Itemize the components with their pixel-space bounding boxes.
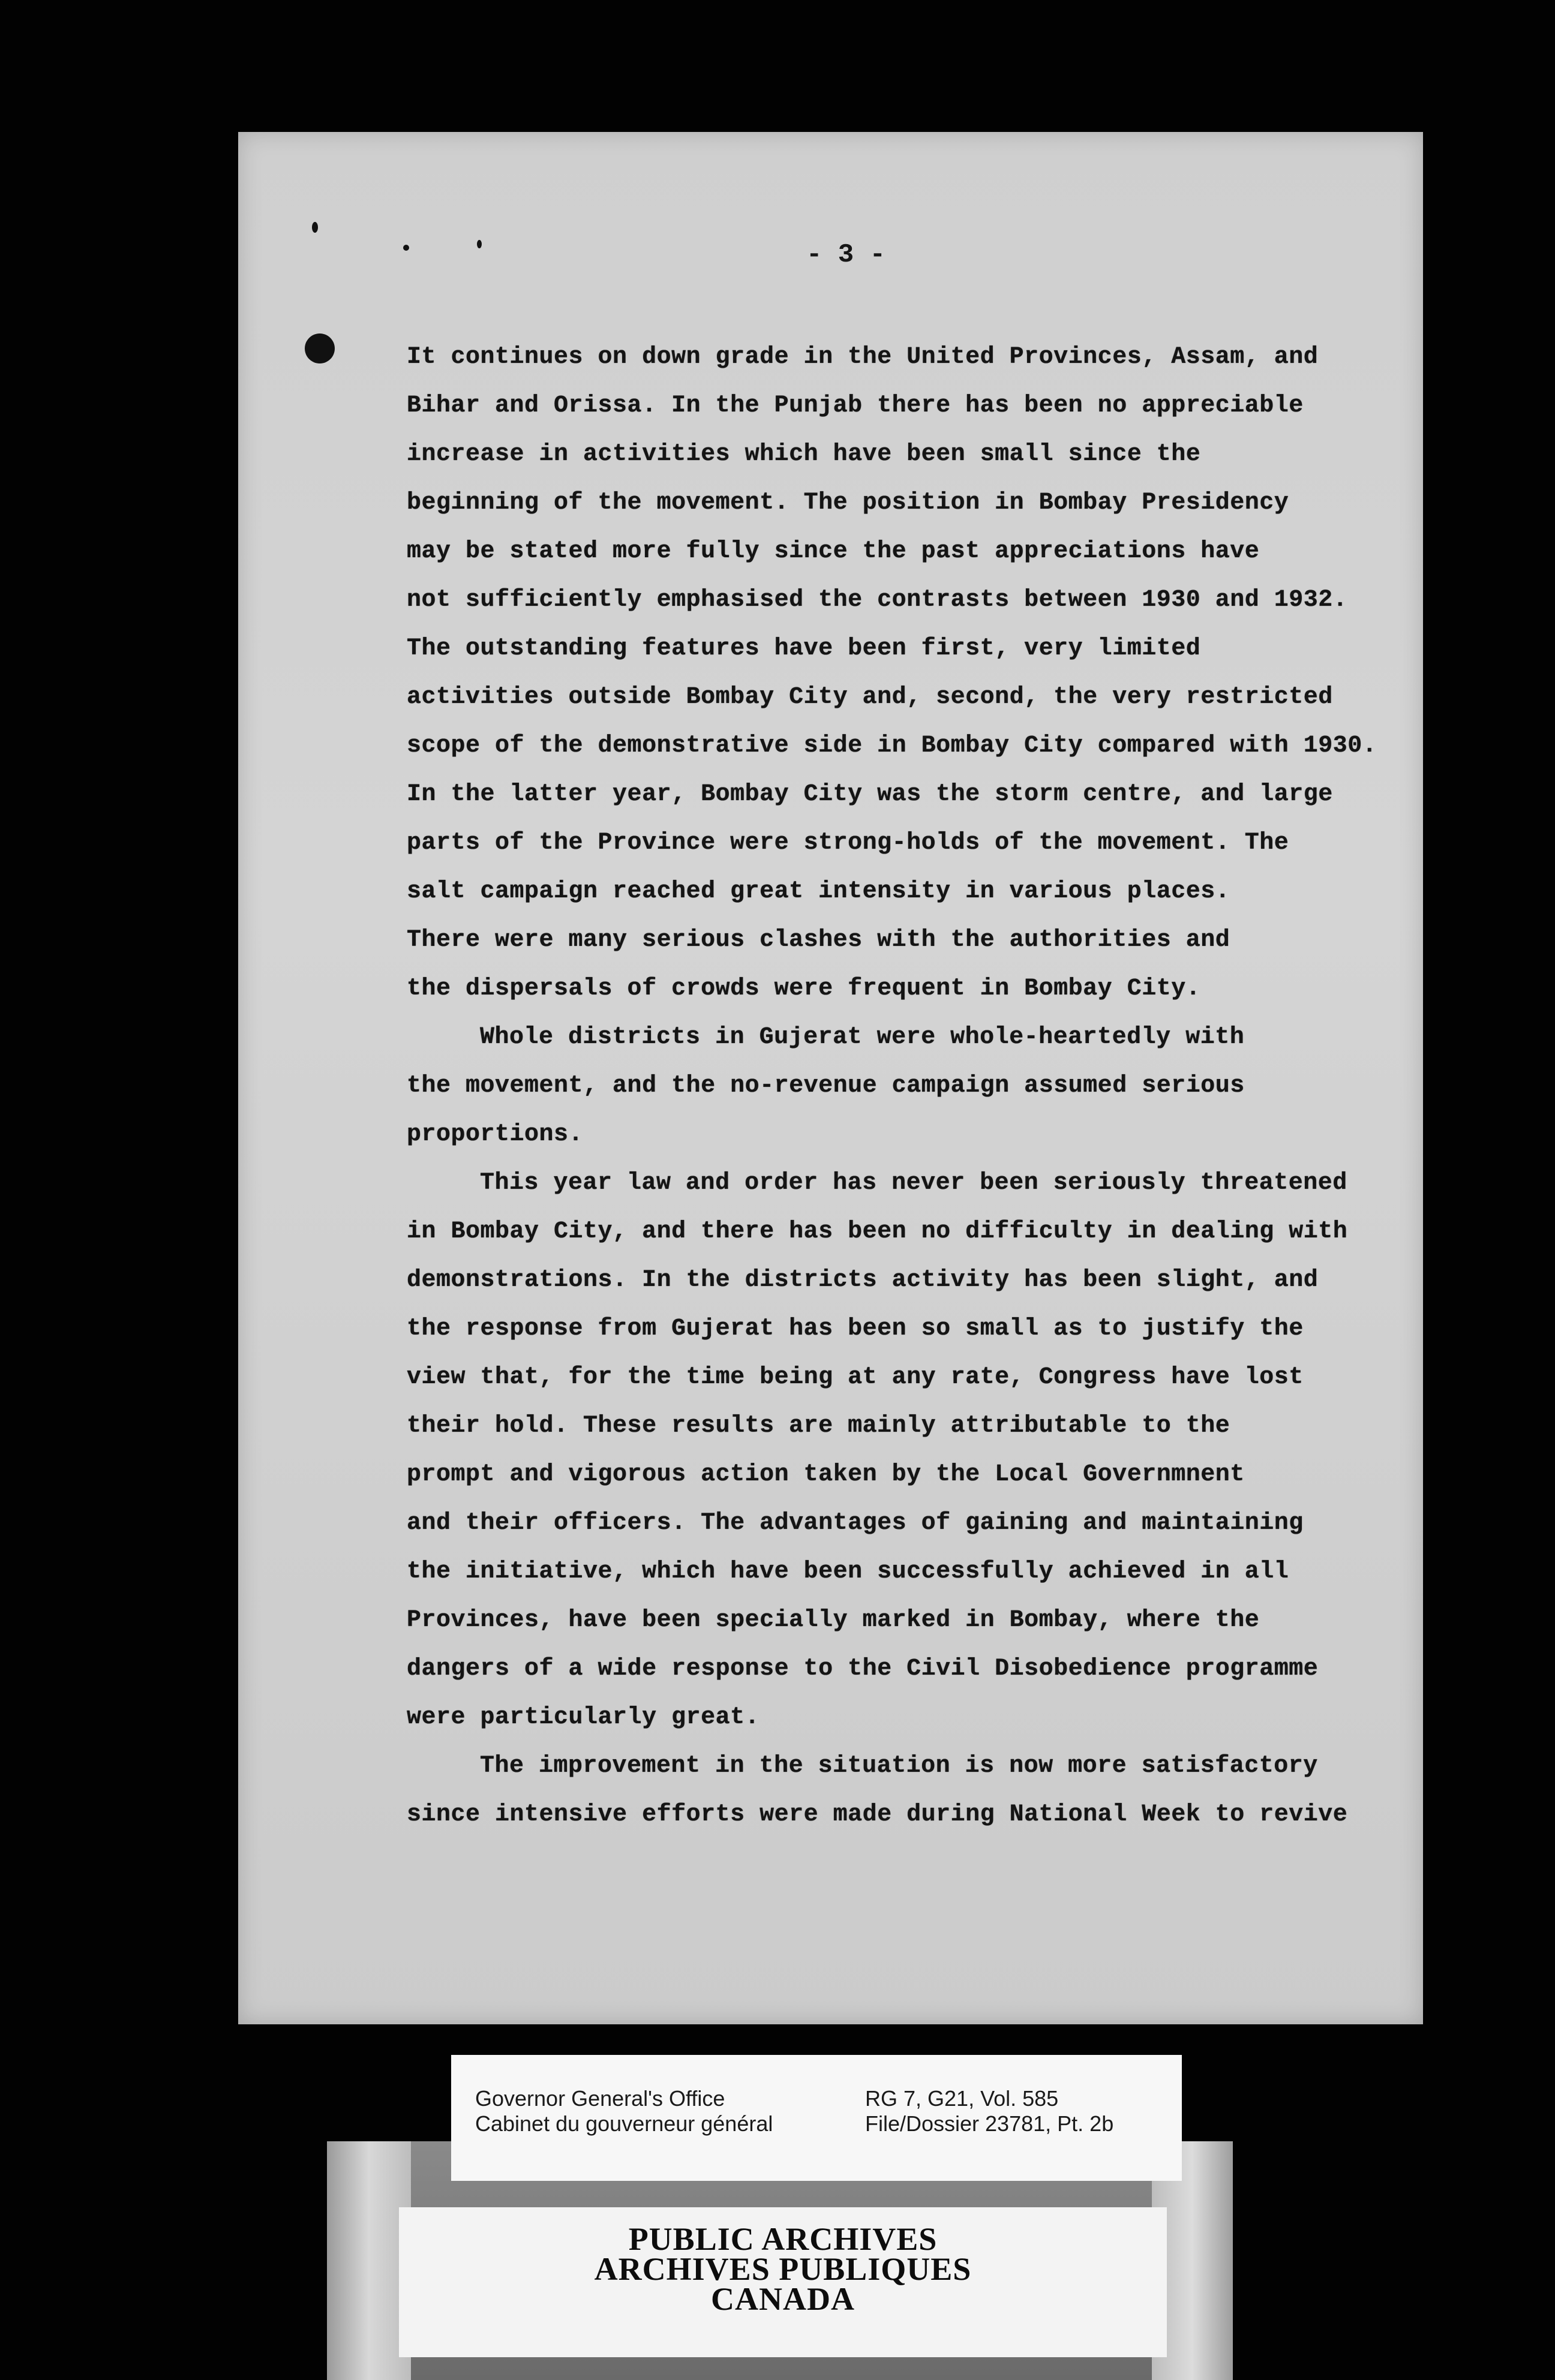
text-line: since intensive efforts were made during National Week to revive bbox=[407, 1801, 1348, 1828]
text-line: their hold. These results are mainly attributable to the bbox=[407, 1413, 1230, 1440]
punch-hole-mark bbox=[305, 333, 335, 363]
text-line: This year law and order has never been seriously threatened bbox=[480, 1170, 1347, 1197]
text-line: In the latter year, Bombay City was the storm centre, and large bbox=[407, 781, 1333, 808]
text-line: Whole districts in Gujerat were whole-heartedly with bbox=[480, 1024, 1245, 1051]
text-line: proportions. bbox=[407, 1121, 584, 1148]
text-line: view that, for the time being at any rate, Congress have lost bbox=[407, 1364, 1304, 1391]
office-name-fr: Cabinet du gouverneur général bbox=[475, 2111, 773, 2136]
record-group-reference: RG 7, G21, Vol. 585 bbox=[865, 2086, 1059, 2111]
text-line: prompt and vigorous action taken by the Local Governmnent bbox=[407, 1461, 1245, 1488]
text-line: scope of the demonstrative side in Bombay City compared with 1930. bbox=[407, 732, 1377, 759]
text-line: and their officers. The advantages of gaining and maintaining bbox=[407, 1510, 1304, 1537]
text-line: beginning of the movement. The position in Bombay Presidency bbox=[407, 489, 1289, 516]
archive-reference-label bbox=[451, 2055, 1182, 2181]
text-line: The outstanding features have been first, very limited bbox=[407, 635, 1201, 662]
holder-clip-left bbox=[327, 2141, 411, 2380]
office-names bbox=[475, 2086, 773, 2136]
stamp-line: CANADA bbox=[711, 2281, 855, 2317]
text-line: Bihar and Orissa. In the Punjab there has been no appreciable bbox=[407, 392, 1304, 419]
stamp-line: PUBLIC ARCHIVES bbox=[628, 2221, 938, 2257]
text-line: the initiative, which have been successfully achieved in all bbox=[407, 1558, 1289, 1585]
text-line: The improvement in the situation is now more satisfactory bbox=[480, 1753, 1318, 1780]
page-number: - 3 - bbox=[806, 240, 886, 270]
file-reference: File/Dossier 23781, Pt. 2b bbox=[865, 2111, 1114, 2136]
archive-stamp bbox=[399, 2207, 1167, 2357]
stamp-line: ARCHIVES PUBLIQUES bbox=[594, 2251, 972, 2287]
text-line: were particularly great. bbox=[407, 1704, 760, 1731]
archive-stamp-text bbox=[399, 2221, 1167, 2317]
text-line: the response from Gujerat has been so small as to justify the bbox=[407, 1315, 1304, 1342]
text-line: It continues on down grade in the United Provinces, Assam, and bbox=[407, 344, 1319, 371]
text-line: dangers of a wide response to the Civil Disobedience programme bbox=[407, 1655, 1319, 1682]
text-line: There were many serious clashes with the authorities and bbox=[407, 927, 1230, 954]
text-line: demonstrations. In the districts activity has been slight, and bbox=[407, 1267, 1319, 1294]
text-line: the movement, and the no-revenue campaign assumed serious bbox=[407, 1072, 1245, 1099]
reference-numbers bbox=[865, 2086, 1113, 2136]
speck-mark bbox=[403, 245, 409, 251]
typed-text-body bbox=[407, 333, 1377, 1839]
text-line: increase in activities which have been small since the bbox=[407, 441, 1201, 468]
text-line: parts of the Province were strong-holds of the movement. The bbox=[407, 830, 1289, 857]
text-line: not sufficiently emphasised the contrasts between 1930 and 1932. bbox=[407, 587, 1348, 614]
text-line: Provinces, have been specially marked in Bombay, where the bbox=[407, 1607, 1260, 1634]
speck-mark bbox=[312, 222, 318, 233]
text-line: may be stated more fully since the past appreciations have bbox=[407, 538, 1260, 565]
text-line: in Bombay City, and there has been no difficulty in dealing with bbox=[407, 1218, 1348, 1245]
text-line: the dispersals of crowds were frequent in Bombay City. bbox=[407, 975, 1201, 1002]
text-line: salt campaign reached great intensity in various places. bbox=[407, 878, 1230, 905]
speck-mark bbox=[477, 240, 482, 248]
text-line: activities outside Bombay City and, second, the very restricted bbox=[407, 684, 1333, 711]
office-name-en: Governor General's Office bbox=[475, 2086, 725, 2111]
